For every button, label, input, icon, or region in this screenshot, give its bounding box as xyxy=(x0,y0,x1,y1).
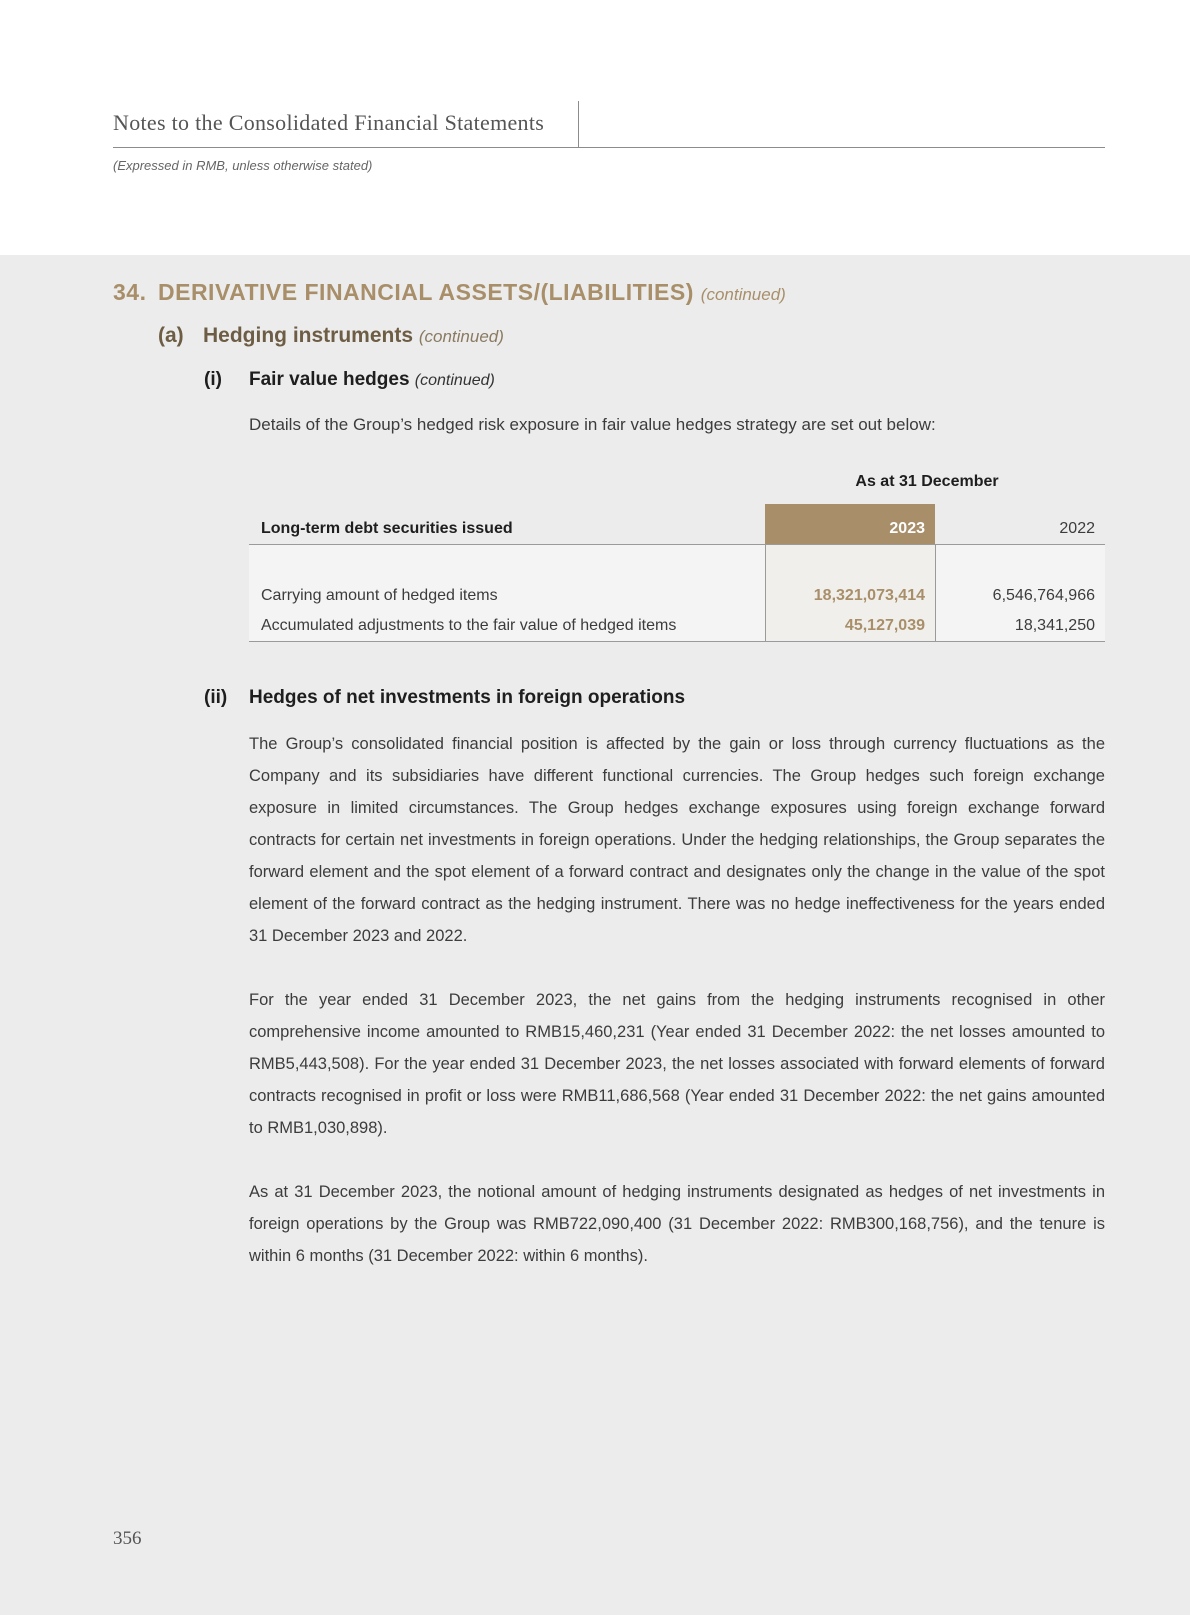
page-content xyxy=(0,255,1190,1615)
fair-value-intro-text: Details of the Group’s hedged risk exposure in fair value hedges strategy are set out below: xyxy=(249,415,936,434)
subsubsection-heading-ii xyxy=(204,687,685,709)
header-divider-horizontal xyxy=(113,147,1105,148)
body-paragraph: For the year ended 31 December 2023, the net gains from the hedging instruments recognised in other comprehensive income amounted to RMB15,460,231 (Year ended 31 December 2022: the net losses amounted to RMB5,443,508). For the year ended 31 December 2023, the net losses associated with forward elements of forward contracts recognised in profit or loss were RMB11,686,568 (Year ended 31 December 2022: the net gains amounted to RMB1,030,898). xyxy=(249,991,1105,1137)
page-header xyxy=(0,0,1190,255)
table-cell-2022: 18,341,250 xyxy=(1014,617,1095,634)
subsubsection-heading-i xyxy=(204,369,495,391)
hedged-items-table xyxy=(249,473,1105,633)
body-paragraph: The Group’s consolidated financial position is affected by the gain or loss through currency fluctuations as the Company and its subsidiaries have different functional currencies. The Group hedges such foreign exchange exposure in limited circumstances. The Group hedges exchange exposures using foreign exchange forward contracts for certain net investments in foreign operations. Under the hedging relationships, the Group separates the forward element and the spot element of a forward contract and designates only the change in the value of the spot element of the forward contract as the hedging instrument. There was no hedge ineffectiveness for the years ended 31 December 2023 and 2022. xyxy=(249,735,1105,945)
subsubsection-number-i: (i) xyxy=(204,369,222,390)
table-group-header: As at 31 December xyxy=(855,473,999,490)
table-row-label: Accumulated adjustments to the fair value of hedged items xyxy=(261,617,677,634)
section-title: DERIVATIVE FINANCIAL ASSETS/(LIABILITIES) xyxy=(158,279,694,305)
subsection-title: Hedging instruments xyxy=(203,324,414,347)
table-col-2023-header: 2023 xyxy=(889,520,925,537)
table-row-header: Long-term debt securities issued xyxy=(261,520,513,537)
table-row xyxy=(249,587,1105,615)
subsection-continued: (continued) xyxy=(418,327,504,346)
section-continued: (continued) xyxy=(700,285,786,304)
subsection-heading xyxy=(158,324,504,348)
table-header-rule xyxy=(249,544,1105,545)
table-cell-2022: 6,546,764,966 xyxy=(992,587,1095,604)
subsubsection-continued-i: (continued) xyxy=(414,372,495,389)
page-number: 356 xyxy=(113,1528,142,1549)
page-header-title: Notes to the Consolidated Financial Statements xyxy=(113,110,545,135)
page-header-subtitle: (Expressed in RMB, unless otherwise stated) xyxy=(113,158,373,173)
body-paragraph: As at 31 December 2023, the notional amount of hedging instruments designated as hedges of net investments in foreign operations by the Group was RMB722,090,400 (31 December 2022: RMB300,168,756), and the tenure is within 6 months (31 December 2022: within 6 months). xyxy=(249,1183,1105,1265)
subsubsection-title-ii: Hedges of net investments in foreign operations xyxy=(249,687,686,708)
subsection-number: (a) xyxy=(158,324,184,347)
section-number: 34. xyxy=(113,279,147,305)
table-row xyxy=(249,617,1105,645)
table-row-label: Carrying amount of hedged items xyxy=(261,587,498,604)
table-col-2022-header: 2022 xyxy=(1059,520,1095,537)
table-cell-2023: 18,321,073,414 xyxy=(813,587,925,604)
section-heading xyxy=(113,279,786,306)
subsubsection-title-i: Fair value hedges xyxy=(249,369,410,390)
header-divider-vertical xyxy=(578,101,579,147)
subsubsection-number-ii: (ii) xyxy=(204,687,228,708)
table-cell-2023: 45,127,039 xyxy=(844,617,925,634)
